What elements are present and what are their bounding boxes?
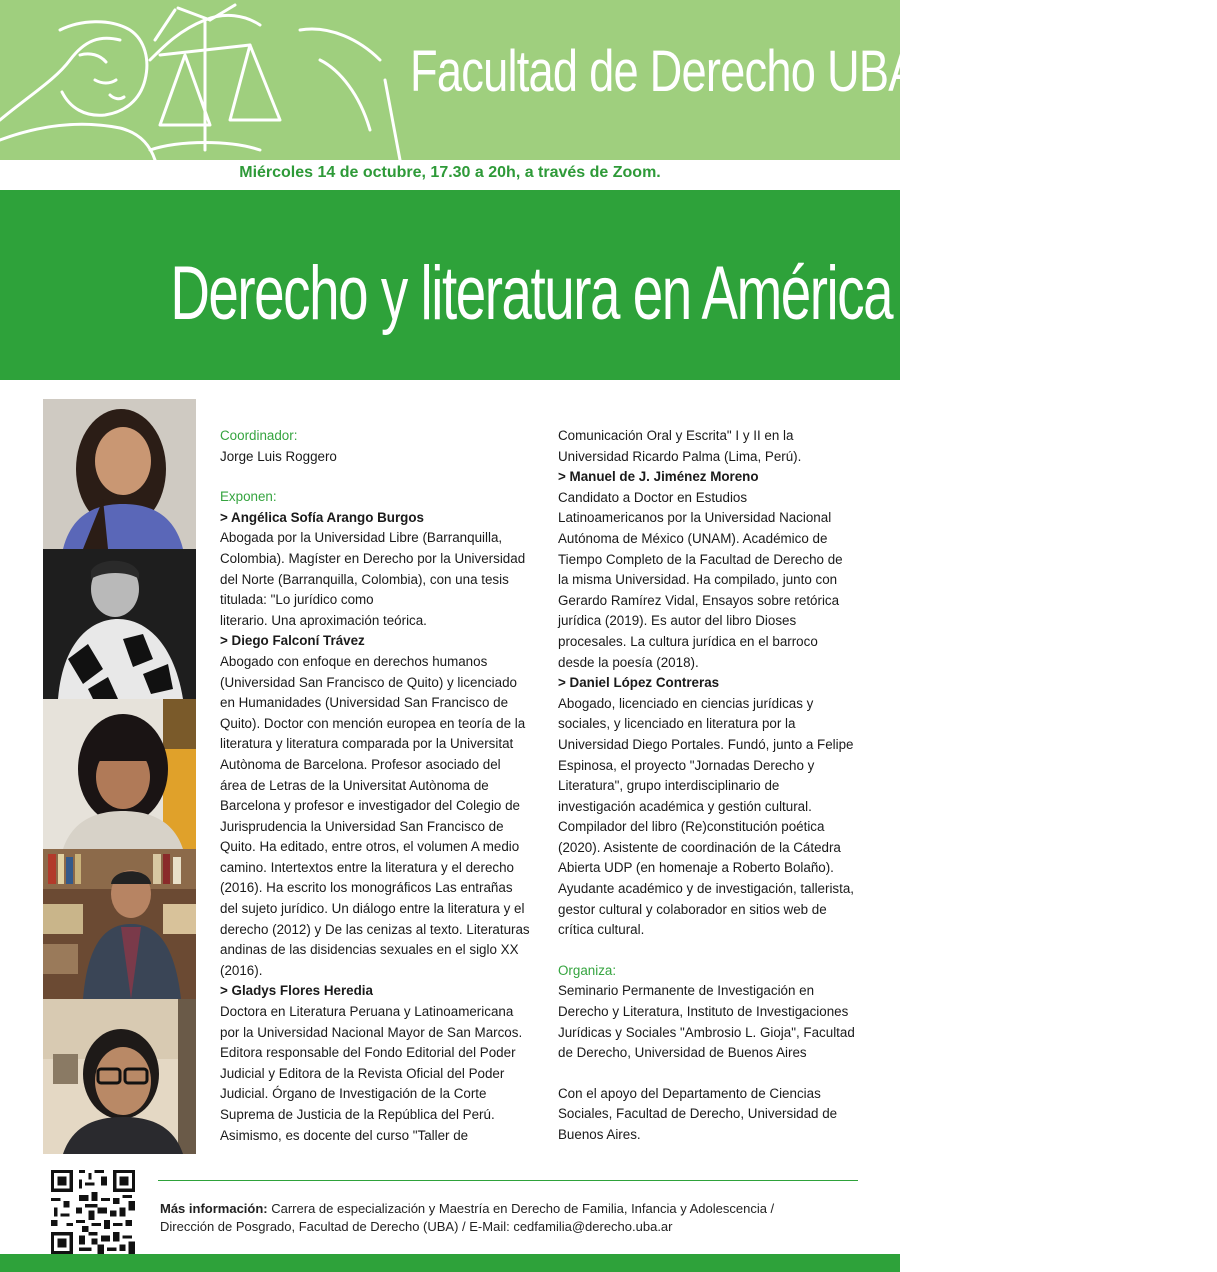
coordinator-name: Jorge Luis Roggero bbox=[220, 448, 337, 464]
speaker-photo-1 bbox=[43, 399, 196, 549]
bio-line: la misma Universidad. Ha compilado, junto con bbox=[558, 572, 838, 588]
bio-line: Abogada por la Universidad Libre (Barranquilla, bbox=[220, 530, 503, 546]
support-text bbox=[558, 1084, 868, 1146]
bio-line: (2016). Ha escrito los monográficos Las entrañas bbox=[220, 880, 513, 896]
bio-line: procesales. La cultura jurídica en el barroco bbox=[558, 633, 818, 649]
speaker-photo-5 bbox=[43, 999, 196, 1154]
bio-line: gestor cultural y colaborador en sitios web de bbox=[558, 901, 827, 917]
bio-line: del sujeto jurídico. Un diálogo entre la literatura y el bbox=[220, 901, 525, 917]
bio-line: Judicial. Órgano de Investigación de la Corte bbox=[220, 1086, 487, 1102]
speakers-text-right bbox=[558, 426, 868, 941]
bio-line: Abogado con enfoque en derechos humanos bbox=[220, 653, 488, 669]
bio-line: Literatura", grupo interdisciplinario de bbox=[558, 778, 780, 794]
footer-bar bbox=[0, 1254, 900, 1272]
speaker-name: > Diego Falconí Trávez bbox=[220, 633, 365, 649]
bio-line: Universidad Diego Portales. Fundó, junto a Felipe bbox=[558, 736, 854, 752]
bio-line: Asimismo, es docente del curso "Taller de bbox=[220, 1127, 469, 1143]
bio-line: (2016). bbox=[220, 962, 263, 978]
bio-line: Ayudante académico y de investigación, tallerista, bbox=[558, 881, 855, 897]
bio-line: área de Letras de la Universitat Autònoma de bbox=[220, 777, 489, 793]
bio-line: Candidato a Doctor en Estudios bbox=[558, 489, 748, 505]
support-line: Con el apoyo del Departamento de Ciencias bbox=[558, 1085, 821, 1101]
bio-line: camino. Intertextos entre la literatura y el derecho bbox=[220, 859, 514, 875]
event-date: Miércoles 14 de octubre, 17.30 a 20h, a través de Zoom. bbox=[239, 164, 661, 181]
support-line: Sociales, Facultad de Derecho, Universidad de bbox=[558, 1106, 838, 1122]
bio-line: por la Universidad Nacional Mayor de San Marcos. bbox=[220, 1024, 523, 1040]
footer-info bbox=[160, 1200, 850, 1236]
bio-line: Compilador del libro (Re)constitución poética bbox=[558, 819, 825, 835]
bio-line: crítica cultural. bbox=[558, 922, 645, 938]
bio-line: andinas de las disidencias sexuales en el siglo XX bbox=[220, 942, 519, 958]
footer-line-1: Carrera de especialización y Maestría en Derecho de Familia, Infancia y Adolescencia / bbox=[267, 1201, 775, 1216]
organizer-text bbox=[558, 981, 868, 1063]
bio-line: Colombia). Magíster en Derecho por la Universidad bbox=[220, 550, 526, 566]
bio-line: sociales, y licenciado en literatura por la bbox=[558, 716, 796, 732]
bio-line: Quito). Doctor con mención europea en teoría de la bbox=[220, 715, 526, 731]
bio-line: (2020). Asistente de coordinación de la Cátedra bbox=[558, 839, 841, 855]
speaker-photo-4 bbox=[43, 849, 196, 999]
bio-line: desde la poesía (2018). bbox=[558, 654, 699, 670]
bio-line: Barcelona y profesor e investigador del Colegio de bbox=[220, 798, 520, 814]
bio-line: Jurisprudencia la Universidad San Francisco de bbox=[220, 818, 504, 834]
organizer-line: Seminario Permanente de Investigación en bbox=[558, 983, 815, 999]
bio-line: (Universidad San Francisco de Quito) y licenciado bbox=[220, 674, 517, 690]
bio-line: Gerardo Ramírez Vidal, Ensayos sobre retórica bbox=[558, 592, 840, 608]
speaker-photos bbox=[43, 399, 196, 1154]
coordinator-label: Coordinador: bbox=[220, 428, 298, 443]
bio-line: jurídica (2019). Es autor del libro Dioses bbox=[558, 613, 797, 629]
support-line: Buenos Aires. bbox=[558, 1127, 641, 1142]
justice-illustration-icon bbox=[0, 0, 420, 160]
bio-line: Abierta UDP (en homenaje a Roberto Bolaño). bbox=[558, 860, 834, 876]
bio-line: Autònoma de Barcelona. Profesor asociado del bbox=[220, 756, 501, 772]
bio-line: Judicial y Editora de la Revista Oficial del Poder bbox=[220, 1065, 505, 1081]
bio-line: Doctora en Literatura Peruana y Latinoamericana bbox=[220, 1004, 514, 1020]
footer-line-2: Dirección de Posgrado, Facultad de Derecho (UBA) / E-Mail: cedfamilia@derecho.uba.ar bbox=[160, 1219, 673, 1234]
qr-code-icon bbox=[48, 1167, 138, 1257]
bio-line: Abogado, licenciado en ciencias jurídicas y bbox=[558, 695, 814, 711]
organizer-line: Derecho y Literatura, Instituto de Investigaciones bbox=[558, 1004, 849, 1020]
speakers-text-left bbox=[220, 508, 542, 1146]
bio-line: Universidad Ricardo Palma (Lima, Perú). bbox=[558, 448, 802, 464]
speaker-name: > Angélica Sofía Arango Burgos bbox=[220, 509, 424, 525]
bio-line: Suprema de Justicia de la República del Perú. bbox=[220, 1107, 495, 1122]
bio-line: en Humanidades (Universidad San Francisco de bbox=[220, 695, 509, 711]
speaker-photo-3 bbox=[43, 699, 196, 849]
bio-line: Espinosa, el proyecto "Jornadas Derecho y bbox=[558, 757, 815, 773]
event-title: Derecho y literatura en América Latina bbox=[170, 251, 1047, 336]
organizer-line: Jurídicas y Sociales "Ambrosio L. Gioja", Facultad bbox=[558, 1024, 855, 1040]
speakers-column-left bbox=[220, 426, 542, 1146]
speaker-name: > Manuel de J. Jiménez Moreno bbox=[558, 469, 759, 485]
bio-line: Autónoma de México (UNAM). Académico de bbox=[558, 530, 828, 546]
footer-label: Más información: bbox=[160, 1201, 268, 1216]
university-title: Facultad de Derecho UBA bbox=[410, 39, 918, 104]
footer-divider bbox=[158, 1180, 858, 1181]
speaker-name: > Daniel López Contreras bbox=[558, 675, 720, 691]
speakers-label: Exponen: bbox=[220, 489, 277, 505]
bio-line: del Norte (Barranquilla, Colombia), con una tesis bbox=[220, 571, 509, 587]
bio-line: Quito. Ha editado, entre otros, el volumen A medio bbox=[220, 839, 520, 855]
organizer-line: de Derecho, Universidad de Buenos Aires bbox=[558, 1045, 807, 1061]
speaker-name: > Gladys Flores Heredia bbox=[220, 983, 373, 999]
bio-line: Tiempo Completo de la Facultad de Derecho de bbox=[558, 551, 843, 567]
bio-line: literatura y literatura comparada por la Universitat bbox=[220, 736, 514, 752]
speakers-column-right bbox=[558, 426, 868, 1146]
bio-line: Latinoamericanos por la Universidad Nacional bbox=[558, 510, 832, 526]
organizer-label: Organiza: bbox=[558, 962, 617, 978]
header bbox=[0, 0, 918, 160]
bio-line: Editora responsable del Fondo Editorial del Poder bbox=[220, 1045, 516, 1061]
bio-line: literario. Una aproximación teórica. bbox=[220, 612, 427, 628]
bio-line: investigación académica y gestión cultural. bbox=[558, 798, 812, 814]
bio-line: titulada: "Lo jurídico como bbox=[220, 592, 374, 608]
bio-line: derecho (2012) y De las cenizas al texto. Literaturas bbox=[220, 921, 530, 937]
bio-line: Comunicación Oral y Escrita" I y II en la bbox=[558, 428, 794, 443]
speaker-photo-2 bbox=[43, 549, 196, 699]
